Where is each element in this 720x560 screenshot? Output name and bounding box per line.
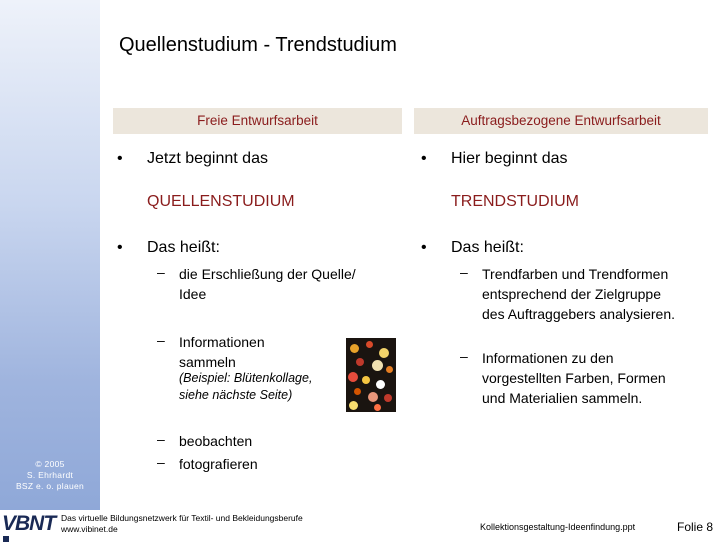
dash-icon: – <box>157 264 165 280</box>
slide-title: Quellenstudium - Trendstudium <box>119 34 397 56</box>
left-sub-1-line: Idee <box>179 286 207 302</box>
copyright-year: © 2005 <box>35 459 65 469</box>
right-sub-2-line: und Materialien sammeln. <box>482 390 643 406</box>
bullet-icon: • <box>117 239 123 256</box>
right-sub-1-line: des Auftraggebers analysieren. <box>482 306 676 322</box>
left-sub-3: beobachten <box>179 433 253 449</box>
right-bullet-2: Das heißt: <box>451 239 524 256</box>
left-sub-4: fotografieren <box>179 456 258 472</box>
right-column-header: Auftragsbezogene Entwurfsarbeit <box>414 108 708 134</box>
left-bullet-1: Jetzt beginnt das <box>147 150 268 167</box>
footer-network-info <box>61 513 303 535</box>
copyright-school: BSZ e. o. plauen <box>15 481 85 491</box>
copyright-note <box>0 459 100 492</box>
flower-collage-image <box>346 338 396 412</box>
left-bullet-2: Das heißt: <box>147 239 220 256</box>
right-sub-1 <box>482 264 675 324</box>
vibinet-logo <box>2 512 56 538</box>
dash-icon: – <box>157 454 165 470</box>
left-example-note <box>179 370 312 404</box>
left-example-note-line: (Beispiel: Blütenkollage, <box>179 371 313 385</box>
bullet-icon: • <box>421 150 427 167</box>
left-example-note-line: siehe nächste Seite) <box>179 388 293 402</box>
right-sub-2 <box>482 348 666 408</box>
sidebar-gradient <box>0 0 100 510</box>
bullet-icon: • <box>421 239 427 256</box>
left-sub-1-line: die Erschließung der Quelle/ <box>179 266 356 282</box>
left-sub-1 <box>179 264 356 304</box>
left-sub-2-line: sammeln <box>179 354 236 370</box>
right-sub-1-line: Trendfarben und Trendformen <box>482 266 669 282</box>
right-bullet-1: Hier beginnt das <box>451 150 568 167</box>
right-sub-2-line: Informationen zu den <box>482 350 614 366</box>
left-column-header: Freie Entwurfsarbeit <box>113 108 402 134</box>
right-sub-2-line: vorgestellten Farben, Formen <box>482 370 666 386</box>
right-sub-1-line: entsprechend der Zielgruppe <box>482 286 662 302</box>
logo-text: VBNT <box>2 512 56 535</box>
copyright-author: S. Ehrhardt <box>26 470 74 480</box>
left-sub-2-line: Informationen <box>179 334 265 350</box>
footer-slide-number: Folie 8 <box>677 520 714 534</box>
footer-network-url: www.vibinet.de <box>61 524 118 534</box>
left-keyword: QUELLENSTUDIUM <box>147 193 295 210</box>
footer-filename: Kollektionsgestaltung-Ideenfindung.ppt <box>480 522 636 532</box>
dash-icon: – <box>460 348 468 364</box>
dash-icon: – <box>157 431 165 447</box>
footer-network-name: Das virtuelle Bildungsnetzwerk für Textil- und Bekleidungsberufe <box>61 513 303 523</box>
dash-icon: – <box>460 264 468 280</box>
dash-icon: – <box>157 332 165 348</box>
logo-square-icon <box>3 536 9 542</box>
right-keyword: TRENDSTUDIUM <box>451 193 579 210</box>
left-sub-2 <box>179 332 265 372</box>
bullet-icon: • <box>117 150 123 167</box>
